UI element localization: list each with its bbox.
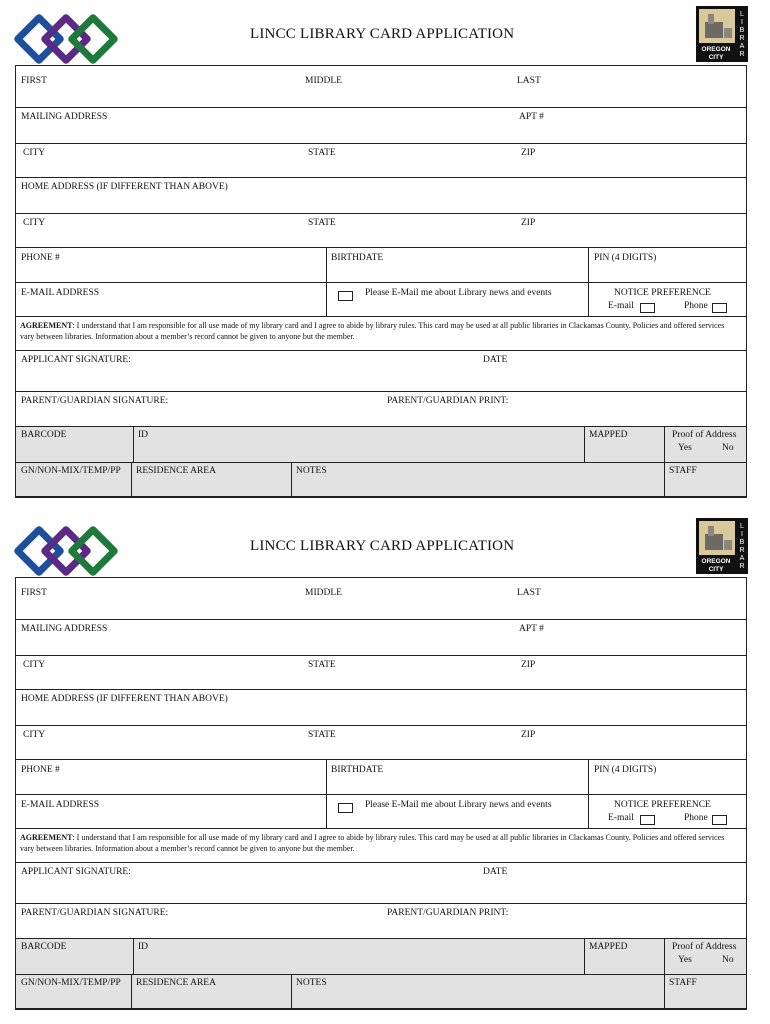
home-city-state-zip-row[interactable] [15,214,747,248]
barcode-label: BARCODE [21,430,67,440]
gn-type-label: GN/NON-MIX/TEMP/PP [21,466,121,476]
svg-text:OREGON: OREGON [701,46,731,53]
notice-email-label: E-mail [608,813,634,823]
home-zip-label: ZIP [521,730,536,740]
mailing-address-row[interactable] [15,620,747,656]
email-optin-label: Please E-Mail me about Library news and events [365,288,552,298]
notice-email-checkbox[interactable] [640,303,655,313]
name-row[interactable] [15,66,747,108]
last-label: LAST [517,76,541,86]
email-row[interactable] [15,795,747,829]
home-city-label: CITY [23,218,46,228]
email-address-label: E-MAIL ADDRESS [21,288,100,298]
notice-email-label: E-mail [608,301,634,311]
application-form [15,65,747,498]
proof-yes-label: Yes [678,443,692,453]
date-label: DATE [483,355,508,365]
svg-text:R: R [739,563,745,570]
staff-row-2 [15,975,747,1010]
id-label: ID [138,430,149,440]
state-label: STATE [308,660,336,670]
zip-label: ZIP [521,660,536,670]
barcode-label: BARCODE [21,942,67,952]
gn-type-label: GN/NON-MIX/TEMP/PP [21,978,121,988]
mapped-label: MAPPED [589,942,628,952]
staff-label: STAFF [669,466,697,476]
notice-email-checkbox[interactable] [640,815,655,825]
svg-text:CITY: CITY [708,54,724,61]
parent-signature-row[interactable] [15,904,747,939]
middle-label: MIDDLE [305,76,342,86]
svg-text:A: A [739,43,745,50]
mailing-address-label: MAILING ADDRESS [21,112,108,122]
proof-of-address-label: Proof of Address [672,942,737,952]
proof-yes-label: Yes [678,955,692,965]
parent-print-label: PARENT/GUARDIAN PRINT: [387,908,509,918]
applicant-signature-label: APPLICANT SIGNATURE: [21,867,131,877]
notice-phone-checkbox[interactable] [712,303,727,313]
svg-text:B: B [739,27,745,34]
last-label: LAST [517,588,541,598]
mailing-address-row[interactable] [15,108,747,144]
notice-phone-checkbox[interactable] [712,815,727,825]
notice-phone-label: Phone [684,813,708,823]
staff-row-1 [15,939,747,975]
apt-label: APT # [519,624,544,634]
home-state-label: STATE [308,218,336,228]
svg-text:L: L [740,523,744,530]
home-address-row[interactable] [15,690,747,726]
home-address-label: HOME ADDRESS (IF DIFFERENT THAN ABOVE) [21,694,228,704]
pin-label: PIN (4 DIGITS) [594,253,657,263]
phone-label: PHONE # [21,765,60,775]
first-label: FIRST [21,76,47,86]
notes-label: NOTES [296,466,327,476]
email-optin-checkbox[interactable] [338,291,353,301]
page-title: LINCC LIBRARY CARD APPLICATION [250,538,515,554]
city-state-zip-row[interactable] [15,656,747,690]
home-city-label: CITY [23,730,46,740]
city-label: CITY [23,148,46,158]
svg-text:L: L [740,11,744,18]
application-form [15,577,747,1010]
home-address-label: HOME ADDRESS (IF DIFFERENT THAN ABOVE) [21,182,228,192]
city-state-zip-row[interactable] [15,144,747,178]
staff-label: STAFF [669,978,697,988]
agreement-row [15,317,747,351]
applicant-signature-row[interactable] [15,351,747,392]
proof-no-label: No [722,443,734,453]
phone-birthdate-pin-row[interactable] [15,248,747,283]
svg-text:OREGON: OREGON [701,558,731,565]
email-optin-label: Please E-Mail me about Library news and events [365,800,552,810]
parent-signature-label: PARENT/GUARDIAN SIGNATURE: [21,396,169,406]
agreement-text: AGREEMENT: I understand that I am responsible for all use made of my library card and I agree to abide by library rules. This card may be used at all public libraries in Clackamas County. Policies and offered services vary between libraries. Information about a member’s record cannot be given to anyone but the member. [20,321,725,341]
applicant-signature-label: APPLICANT SIGNATURE: [21,355,131,365]
date-label: DATE [483,867,508,877]
svg-text:B: B [739,539,745,546]
application-card-2 [0,512,770,1012]
parent-signature-row[interactable] [15,392,747,427]
svg-text:I: I [741,531,743,538]
mapped-label: MAPPED [589,430,628,440]
home-city-state-zip-row[interactable] [15,726,747,760]
first-label: FIRST [21,588,47,598]
name-row[interactable] [15,578,747,620]
residence-area-label: RESIDENCE AREA [136,978,216,988]
residence-area-label: RESIDENCE AREA [136,466,216,476]
home-address-row[interactable] [15,178,747,214]
parent-print-label: PARENT/GUARDIAN PRINT: [387,396,509,406]
staff-row-1 [15,427,747,463]
email-row[interactable] [15,283,747,317]
svg-text:R: R [739,547,745,554]
notes-label: NOTES [296,978,327,988]
email-address-label: E-MAIL ADDRESS [21,800,100,810]
notice-phone-label: Phone [684,301,708,311]
agreement-text: AGREEMENT: I understand that I am responsible for all use made of my library card and I agree to abide by library rules. This card may be used at all public libraries in Clackamas County. Policies and offered services vary between libraries. Information about a member’s record cannot be given to anyone but the member. [20,833,725,853]
apt-label: APT # [519,112,544,122]
oregon-city-library-seal-icon [696,518,748,574]
notice-preference-label: NOTICE PREFERENCE [614,288,711,298]
birthdate-label: BIRTHDATE [331,765,384,775]
pin-label: PIN (4 DIGITS) [594,765,657,775]
svg-text:R: R [739,51,745,58]
oregon-city-library-seal-icon [696,6,748,62]
mailing-address-label: MAILING ADDRESS [21,624,108,634]
lincc-logo-icon [14,526,118,578]
svg-text:R: R [739,35,745,42]
parent-signature-label: PARENT/GUARDIAN SIGNATURE: [21,908,169,918]
application-card-1 [0,0,770,500]
home-zip-label: ZIP [521,218,536,228]
lincc-logo-icon [14,14,118,66]
proof-of-address-label: Proof of Address [672,430,737,440]
page-title: LINCC LIBRARY CARD APPLICATION [250,26,515,42]
applicant-signature-row[interactable] [15,863,747,904]
middle-label: MIDDLE [305,588,342,598]
agreement-row [15,829,747,863]
svg-text:A: A [739,555,745,562]
birthdate-label: BIRTHDATE [331,253,384,263]
home-state-label: STATE [308,730,336,740]
notice-preference-label: NOTICE PREFERENCE [614,800,711,810]
phone-birthdate-pin-row[interactable] [15,760,747,795]
city-label: CITY [23,660,46,670]
svg-text:CITY: CITY [708,566,724,573]
state-label: STATE [308,148,336,158]
svg-text:I: I [741,19,743,26]
phone-label: PHONE # [21,253,60,263]
email-optin-checkbox[interactable] [338,803,353,813]
staff-row-2 [15,463,747,498]
id-label: ID [138,942,149,952]
proof-no-label: No [722,955,734,965]
zip-label: ZIP [521,148,536,158]
